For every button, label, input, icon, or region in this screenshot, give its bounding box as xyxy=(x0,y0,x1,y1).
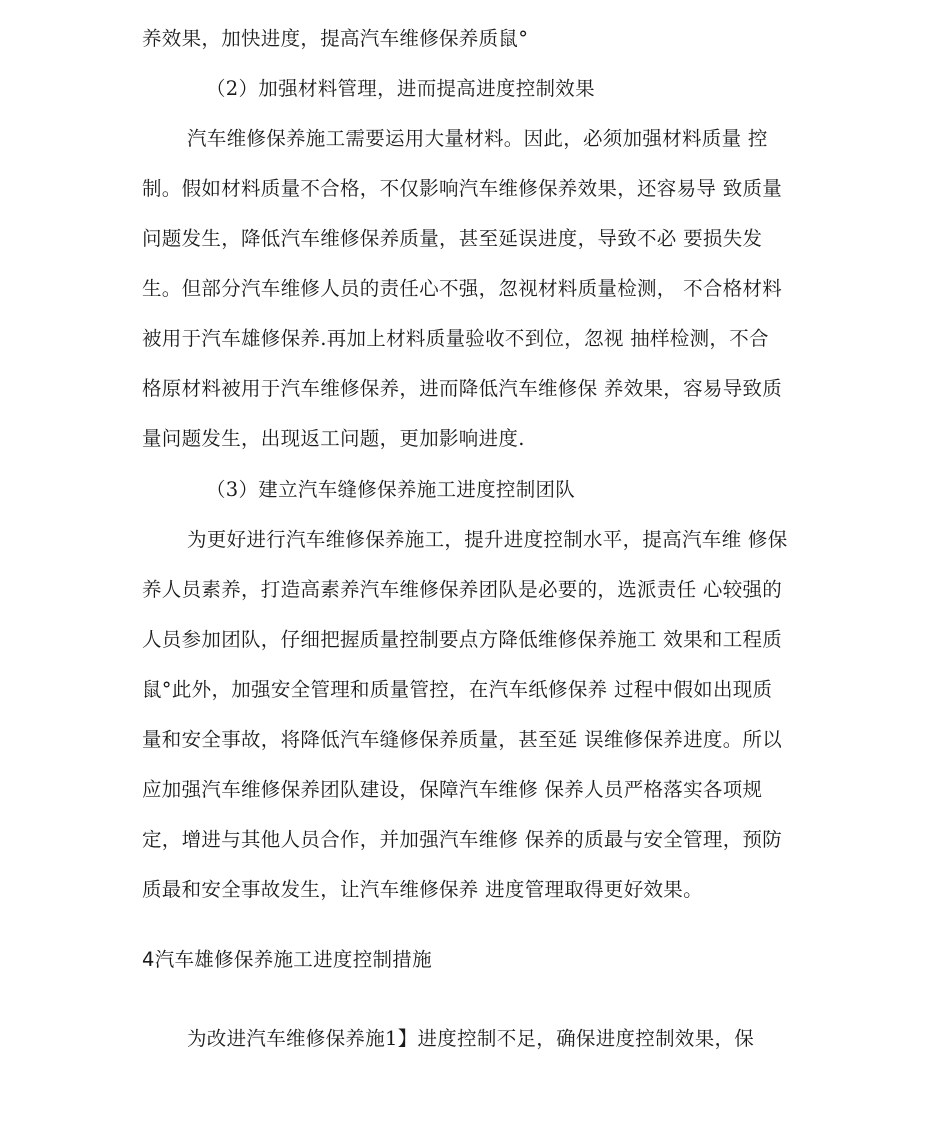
paragraph-line: 为改进汽车维修保养施1】进度控制不足，确保进度控制效果，保 xyxy=(187,1027,755,1050)
paragraph-line: 应加强汽车维修保养团队建设，保障汽车维修 保养人员严格落实各项规 xyxy=(142,778,763,801)
paragraph-line: 定，增进与其他人员合作，并加强汽车维修 保养的质最与安全管理，预防 xyxy=(142,828,783,851)
paragraph-line: 格原材料被用于汽车维修保养，进而降低汽车维修保 养效果，容易导致质 xyxy=(142,377,783,400)
paragraph-line: 制。假如材料质量不合格，不仅影响汽车维修保养效果，还容易导 致质量 xyxy=(142,177,783,200)
paragraph-line: 养人员素养，打造高素养汽车维修保养团队是必要的，选派责任 心较强的 xyxy=(142,578,783,601)
subsection-heading-3: （3）建立汽车缝修保养施工进度控制团队 xyxy=(206,478,576,501)
paragraph-line: 质最和安全事故发生，让汽车维修保养 进度管理取得更好效果。 xyxy=(142,878,703,901)
subsection-heading-2: （2）加强材料管理，进而提高进度控制效果 xyxy=(206,77,595,100)
paragraph-line: 问题发生，降低汽车维修保养质量，甚至延误进度，导致不必 要损失发 xyxy=(142,227,763,250)
paragraph-line: 汽车维修保养施工需要运用大量材料。因此，必须加强材料质量 控 xyxy=(187,127,768,150)
paragraph-line: 被用于汽车雄修保养.再加上材料质量验收不到位，忽视 抽样检测，不合 xyxy=(142,327,769,350)
paragraph-line: 为更好进行汽车维修保养施工，提升进度控制水平，提高汽车维 修保 xyxy=(187,528,788,551)
paragraph-line: 养效果，加快进度，提高汽车维修保养质鼠° xyxy=(142,27,529,50)
paragraph-line: 鼠°此外，加强安全管理和质量管控，在汽车纸修保养 过程中假如出现质 xyxy=(142,678,773,701)
section-heading-4: 4汽车雄修保养施工进度控制措施 xyxy=(142,948,432,971)
paragraph-line: 量和安全事故，将降低汽车缝修保养质量，甚至延 误维修保养进度。所以 xyxy=(142,728,783,751)
paragraph-line: 量问题发生，出现返工问题，更加影响进度. xyxy=(142,427,525,450)
paragraph-line: 生。但部分汽车维修人员的责任心不强，忽视材料质量检测， 不合格材料 xyxy=(142,277,783,300)
paragraph-line: 人员参加团队，仔细把握质量控制要点方降低维修保养施工 效果和工程质 xyxy=(142,628,783,651)
